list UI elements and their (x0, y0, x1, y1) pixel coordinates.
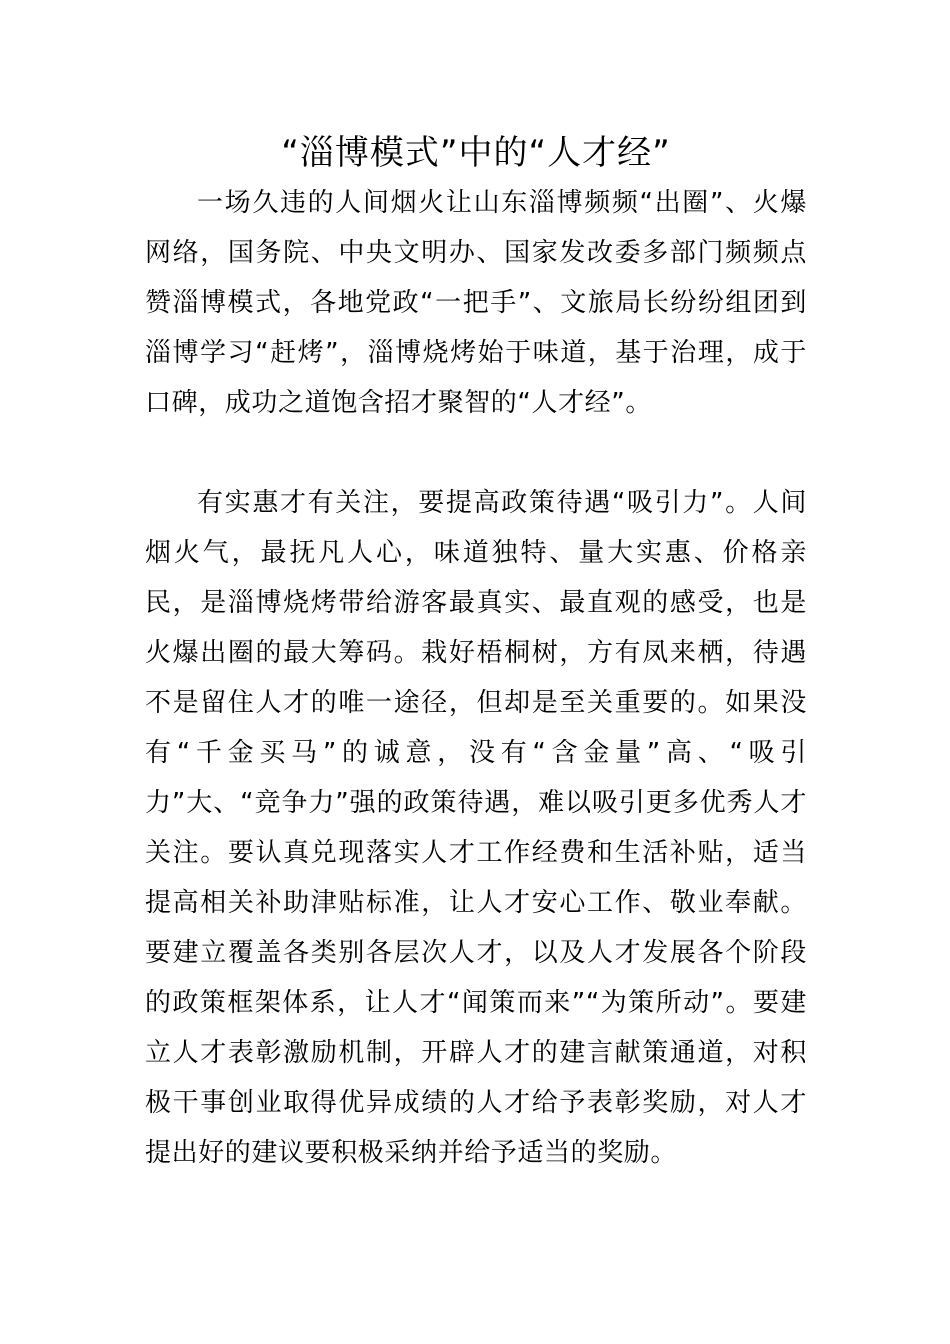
paragraph-policy-attraction: 有实惠才有关注，要提高政策待遇“吸引力”。人间烟火气，最抚凡人心，味道独特、量大实惠、价格亲民，是淄博烧烤带给游客最真实、最直观的感受，也是火爆出圈的最大筹码。栽好梧桐树，方有凤来栖，待遇不是留住人才的唯一途径，但却是至关重要的。如果没有“千金买马”的诚意，没有“含金量”高、“吸引力”大、“竞争力”强的政策待遇，难以吸引更多优秀人才关注。要认真兑现落实人才工作经费和生活补贴，适当提高相关补助津贴标准，让人才安心工作、敬业奉献。要建立覆盖各类别各层次人才，以及人才发展各个阶段的政策框架体系，让人才“闻策而来”“为策所动”。要建立人才表彰激励机制，开辟人才的建言献策通道，对积极干事创业取得优异成绩的人才给予表彰奖励，对人才提出好的建议要积极采纳并给予适当的奖励。 (145, 488, 807, 1168)
document-page (145, 128, 807, 1178)
paragraph-intro: 一场久违的人间烟火让山东淄博频频“出圈”、火爆网络，国务院、中央文明办、国家发改委多部门频频点赞淄博模式，各地党政“一把手”、文旅局长纷纷组团到淄博学习“赶烤”，淄博烧烤始于味道，基于治理，成于口碑，成功之道饱含招才聚智的“人才经”。 (145, 188, 807, 418)
page-title: “淄博模式”中的“人才经” (281, 133, 671, 173)
